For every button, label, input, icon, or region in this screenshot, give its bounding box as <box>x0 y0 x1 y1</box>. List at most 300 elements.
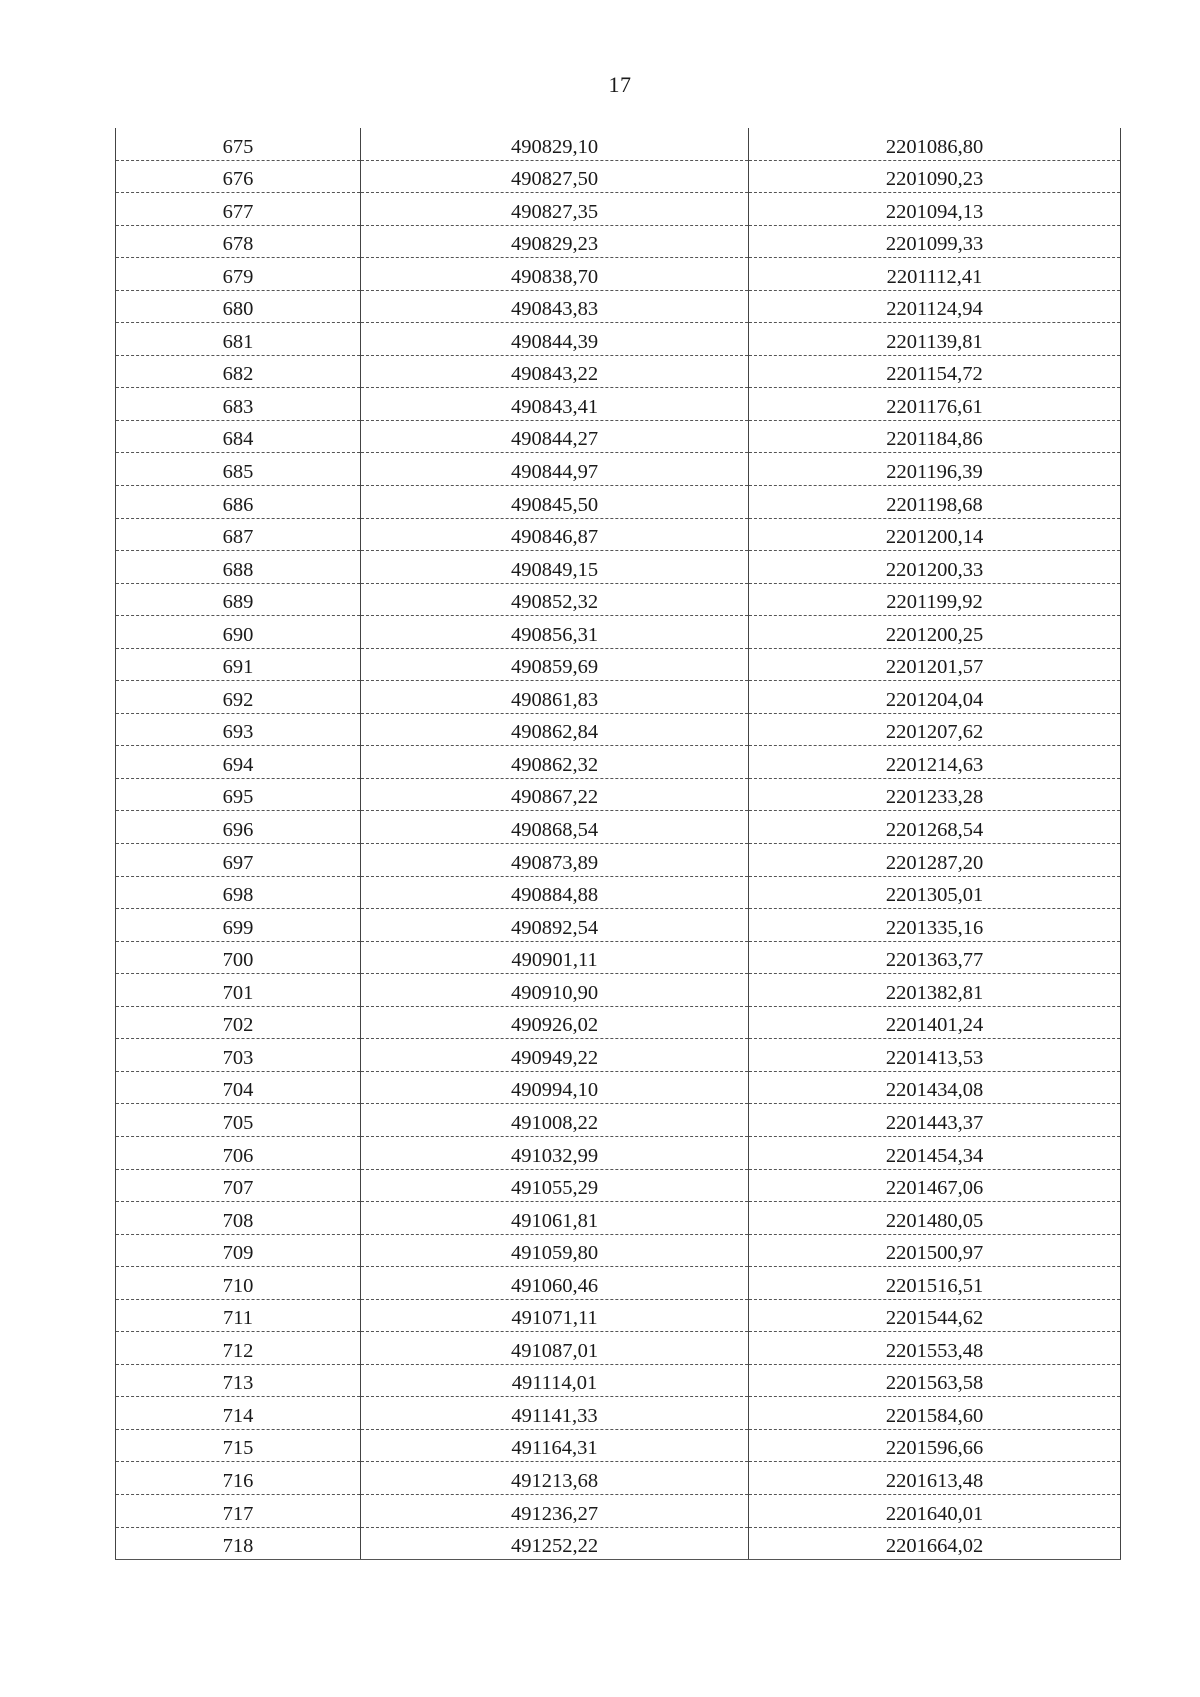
y-coordinate-cell <box>749 1071 1121 1104</box>
table-row <box>116 941 1121 974</box>
y-coordinate-cell <box>749 193 1121 226</box>
x-coordinate-cell-text: 490845,50 <box>510 493 599 516</box>
point-number-cell <box>116 193 361 226</box>
y-coordinate-cell <box>749 811 1121 844</box>
point-number-cell-text: 678 <box>222 233 254 256</box>
x-coordinate-cell-text: 490868,54 <box>510 819 599 842</box>
point-number-cell-text: 692 <box>222 688 254 711</box>
x-coordinate-cell <box>361 681 749 714</box>
y-coordinate-cell <box>749 909 1121 942</box>
x-coordinate-cell <box>361 1071 749 1104</box>
y-coordinate-cell-text: 2201563,58 <box>885 1372 984 1395</box>
x-coordinate-cell-text: 490844,97 <box>510 461 599 484</box>
point-number-cell <box>116 388 361 421</box>
x-coordinate-cell <box>361 746 749 779</box>
x-coordinate-cell-text: 490843,22 <box>510 363 599 386</box>
table-row <box>116 648 1121 681</box>
point-number-cell-text: 698 <box>222 884 254 907</box>
point-number-cell <box>116 1006 361 1039</box>
point-number-cell <box>116 778 361 811</box>
point-number-cell-text: 693 <box>222 721 254 744</box>
y-coordinate-cell <box>749 974 1121 1007</box>
y-coordinate-cell <box>749 1006 1121 1039</box>
x-coordinate-cell <box>361 355 749 388</box>
y-coordinate-cell <box>749 1136 1121 1169</box>
y-coordinate-cell-text: 2201382,81 <box>885 981 984 1004</box>
point-number-cell-text: 699 <box>222 916 254 939</box>
y-coordinate-cell <box>749 876 1121 909</box>
y-coordinate-cell <box>749 551 1121 584</box>
point-number-cell <box>116 616 361 649</box>
x-coordinate-cell <box>361 1299 749 1332</box>
y-coordinate-cell <box>749 1267 1121 1300</box>
y-coordinate-cell <box>749 258 1121 291</box>
x-coordinate-cell <box>361 648 749 681</box>
coordinates-table <box>115 128 1121 1560</box>
table-row <box>116 1071 1121 1104</box>
x-coordinate-cell-text: 490843,41 <box>510 395 599 418</box>
y-coordinate-cell <box>749 290 1121 323</box>
x-coordinate-cell-text: 490926,02 <box>510 1014 599 1037</box>
x-coordinate-cell <box>361 453 749 486</box>
x-coordinate-cell-text: 491087,01 <box>510 1339 599 1362</box>
point-number-cell-text: 691 <box>222 656 254 679</box>
point-number-cell-text: 690 <box>222 623 254 646</box>
x-coordinate-cell <box>361 974 749 1007</box>
table-row <box>116 290 1121 323</box>
y-coordinate-cell-text: 2201099,33 <box>885 233 984 256</box>
x-coordinate-cell-text: 491213,68 <box>510 1469 599 1492</box>
table-row <box>116 258 1121 291</box>
x-coordinate-cell <box>361 1169 749 1202</box>
y-coordinate-cell-text: 2201553,48 <box>885 1339 984 1362</box>
y-coordinate-cell <box>749 713 1121 746</box>
point-number-cell-text: 700 <box>222 949 254 972</box>
point-number-cell <box>116 1104 361 1137</box>
y-coordinate-cell <box>749 1527 1121 1560</box>
point-number-cell-text: 695 <box>222 786 254 809</box>
y-coordinate-cell-text: 2201516,51 <box>885 1274 984 1297</box>
y-coordinate-cell-text: 2201204,04 <box>885 688 984 711</box>
table-row <box>116 1397 1121 1430</box>
y-coordinate-cell <box>749 648 1121 681</box>
y-coordinate-cell-text: 2201233,28 <box>885 786 984 809</box>
table-row <box>116 616 1121 649</box>
y-coordinate-cell-text: 2201268,54 <box>885 819 984 842</box>
y-coordinate-cell-text: 2201200,14 <box>885 526 984 549</box>
x-coordinate-cell <box>361 225 749 258</box>
y-coordinate-cell <box>749 160 1121 193</box>
point-number-cell <box>116 1429 361 1462</box>
page-number: 17 <box>608 72 632 97</box>
x-coordinate-cell-text: 490844,39 <box>510 330 599 353</box>
y-coordinate-cell <box>749 1234 1121 1267</box>
table-row <box>116 1006 1121 1039</box>
x-coordinate-cell-text: 490884,88 <box>510 884 599 907</box>
x-coordinate-cell-text: 490838,70 <box>510 265 599 288</box>
table-row <box>116 323 1121 356</box>
y-coordinate-cell-text: 2201613,48 <box>885 1469 984 1492</box>
y-coordinate-cell-text: 2201214,63 <box>885 753 984 776</box>
table-row <box>116 1169 1121 1202</box>
x-coordinate-cell-text: 491059,80 <box>510 1242 599 1265</box>
point-number-cell-text: 704 <box>222 1079 254 1102</box>
point-number-cell-text: 703 <box>222 1046 254 1069</box>
table-row <box>116 1299 1121 1332</box>
point-number-cell <box>116 1234 361 1267</box>
y-coordinate-cell <box>749 1104 1121 1137</box>
x-coordinate-cell <box>361 193 749 226</box>
point-number-cell-text: 712 <box>222 1339 254 1362</box>
table-row <box>116 583 1121 616</box>
x-coordinate-cell-text: 490827,35 <box>510 200 599 223</box>
point-number-cell-text: 708 <box>222 1209 254 1232</box>
x-coordinate-cell-text: 490892,54 <box>510 916 599 939</box>
point-number-cell-text: 697 <box>222 851 254 874</box>
point-number-cell-text: 705 <box>222 1111 254 1134</box>
point-number-cell <box>116 1169 361 1202</box>
x-coordinate-cell-text: 491008,22 <box>510 1111 599 1134</box>
y-coordinate-cell <box>749 941 1121 974</box>
y-coordinate-cell-text: 2201184,86 <box>886 428 983 451</box>
y-coordinate-cell <box>749 681 1121 714</box>
x-coordinate-cell-text: 491252,22 <box>510 1535 599 1558</box>
point-number-cell <box>116 844 361 877</box>
point-number-cell-text: 688 <box>222 558 254 581</box>
y-coordinate-cell-text: 2201305,01 <box>885 884 984 907</box>
x-coordinate-cell <box>361 160 749 193</box>
point-number-cell <box>116 1267 361 1300</box>
point-number-cell-text: 677 <box>222 200 254 223</box>
table-row <box>116 974 1121 1007</box>
y-coordinate-cell <box>749 844 1121 877</box>
x-coordinate-cell-text: 490859,69 <box>510 656 599 679</box>
y-coordinate-cell <box>749 355 1121 388</box>
table-row <box>116 1332 1121 1365</box>
x-coordinate-cell <box>361 583 749 616</box>
table-row <box>116 1202 1121 1235</box>
point-number-cell <box>116 1332 361 1365</box>
x-coordinate-cell-text: 490910,90 <box>510 981 599 1004</box>
y-coordinate-cell-text: 2201363,77 <box>885 949 984 972</box>
y-coordinate-cell-text: 2201443,37 <box>885 1111 984 1134</box>
y-coordinate-cell-text: 2201176,61 <box>886 395 983 418</box>
x-coordinate-cell <box>361 1332 749 1365</box>
x-coordinate-cell-text: 491114,01 <box>511 1372 598 1395</box>
point-number-cell-text: 707 <box>222 1177 254 1200</box>
table-row <box>116 1462 1121 1495</box>
point-number-cell <box>116 1462 361 1495</box>
y-coordinate-cell <box>749 1202 1121 1235</box>
y-coordinate-cell <box>749 746 1121 779</box>
point-number-cell-text: 706 <box>222 1144 254 1167</box>
y-coordinate-cell <box>749 1462 1121 1495</box>
x-coordinate-cell-text: 490867,22 <box>510 786 599 809</box>
y-coordinate-cell <box>749 1169 1121 1202</box>
table-row <box>116 160 1121 193</box>
table-row <box>116 844 1121 877</box>
y-coordinate-cell-text: 2201154,72 <box>886 363 983 386</box>
x-coordinate-cell <box>361 1136 749 1169</box>
y-coordinate-cell <box>749 420 1121 453</box>
y-coordinate-cell <box>749 128 1121 160</box>
table-row <box>116 355 1121 388</box>
point-number-cell <box>116 1364 361 1397</box>
x-coordinate-cell <box>361 388 749 421</box>
point-number-cell <box>116 1494 361 1527</box>
x-coordinate-cell-text: 491060,46 <box>510 1274 599 1297</box>
x-coordinate-cell <box>361 616 749 649</box>
y-coordinate-cell-text: 2201200,25 <box>885 623 984 646</box>
point-number-cell-text: 713 <box>222 1372 254 1395</box>
point-number-cell-text: 676 <box>222 168 254 191</box>
x-coordinate-cell <box>361 1527 749 1560</box>
y-coordinate-cell <box>749 1039 1121 1072</box>
table-row <box>116 486 1121 519</box>
y-coordinate-cell-text: 2201090,23 <box>885 168 984 191</box>
y-coordinate-cell-text: 2201199,92 <box>886 591 983 614</box>
point-number-cell <box>116 583 361 616</box>
point-number-cell <box>116 258 361 291</box>
y-coordinate-cell <box>749 1397 1121 1430</box>
point-number-cell-text: 689 <box>222 591 254 614</box>
point-number-cell <box>116 713 361 746</box>
table-row <box>116 909 1121 942</box>
table-row <box>116 551 1121 584</box>
table-row <box>116 1494 1121 1527</box>
table-row <box>116 420 1121 453</box>
y-coordinate-cell-text: 2201500,97 <box>885 1242 984 1265</box>
x-coordinate-cell-text: 491061,81 <box>510 1209 599 1232</box>
point-number-cell-text: 702 <box>222 1014 254 1037</box>
point-number-cell-text: 715 <box>222 1437 254 1460</box>
x-coordinate-cell-text: 490844,27 <box>510 428 599 451</box>
table-row <box>116 193 1121 226</box>
table-row <box>116 1039 1121 1072</box>
x-coordinate-cell-text: 490849,15 <box>510 558 599 581</box>
point-number-cell <box>116 290 361 323</box>
table-row <box>116 1136 1121 1169</box>
x-coordinate-cell <box>361 909 749 942</box>
x-coordinate-cell <box>361 1234 749 1267</box>
point-number-cell <box>116 1527 361 1560</box>
point-number-cell <box>116 1299 361 1332</box>
x-coordinate-cell-text: 490901,11 <box>511 949 598 972</box>
y-coordinate-cell-text: 2201480,05 <box>885 1209 984 1232</box>
point-number-cell <box>116 1039 361 1072</box>
x-coordinate-cell-text: 490873,89 <box>510 851 599 874</box>
point-number-cell-text: 682 <box>222 363 254 386</box>
point-number-cell <box>116 355 361 388</box>
y-coordinate-cell-text: 2201454,34 <box>885 1144 984 1167</box>
table-row <box>116 778 1121 811</box>
y-coordinate-cell-text: 2201198,68 <box>886 493 983 516</box>
y-coordinate-cell-text: 2201139,81 <box>886 330 983 353</box>
y-coordinate-cell-text: 2201544,62 <box>885 1307 984 1330</box>
point-number-cell <box>116 225 361 258</box>
x-coordinate-cell <box>361 258 749 291</box>
x-coordinate-cell-text: 490861,83 <box>510 688 599 711</box>
x-coordinate-cell <box>361 1429 749 1462</box>
point-number-cell-text: 714 <box>222 1404 254 1427</box>
point-number-cell <box>116 876 361 909</box>
x-coordinate-cell-text: 490862,84 <box>510 721 599 744</box>
table-row <box>116 453 1121 486</box>
table-row <box>116 876 1121 909</box>
point-number-cell-text: 675 <box>222 135 254 158</box>
y-coordinate-cell <box>749 778 1121 811</box>
point-number-cell <box>116 128 361 160</box>
y-coordinate-cell-text: 2201196,39 <box>886 461 983 484</box>
y-coordinate-cell-text: 2201094,13 <box>885 200 984 223</box>
point-number-cell-text: 681 <box>222 330 254 353</box>
y-coordinate-cell <box>749 225 1121 258</box>
y-coordinate-cell-text: 2201664,02 <box>885 1535 984 1558</box>
y-coordinate-cell-text: 2201434,08 <box>885 1079 984 1102</box>
point-number-cell <box>116 453 361 486</box>
point-number-cell-text: 716 <box>222 1469 254 1492</box>
y-coordinate-cell <box>749 323 1121 356</box>
point-number-cell <box>116 909 361 942</box>
point-number-cell-text: 709 <box>222 1242 254 1265</box>
x-coordinate-cell <box>361 1397 749 1430</box>
x-coordinate-cell <box>361 486 749 519</box>
x-coordinate-cell-text: 490829,23 <box>510 233 599 256</box>
x-coordinate-cell <box>361 811 749 844</box>
point-number-cell <box>116 648 361 681</box>
table-row <box>116 128 1121 160</box>
y-coordinate-cell <box>749 388 1121 421</box>
point-number-cell <box>116 551 361 584</box>
x-coordinate-cell-text: 490829,10 <box>510 135 599 158</box>
y-coordinate-cell <box>749 616 1121 649</box>
x-coordinate-cell-text: 490852,32 <box>510 591 599 614</box>
point-number-cell <box>116 811 361 844</box>
point-number-cell-text: 694 <box>222 753 254 776</box>
point-number-cell <box>116 974 361 1007</box>
y-coordinate-cell-text: 2201640,01 <box>885 1502 984 1525</box>
y-coordinate-cell-text: 2201584,60 <box>885 1404 984 1427</box>
table-row <box>116 1527 1121 1560</box>
x-coordinate-cell-text: 490827,50 <box>510 168 599 191</box>
point-number-cell-text: 718 <box>222 1535 254 1558</box>
y-coordinate-cell-text: 2201112,41 <box>886 265 983 288</box>
x-coordinate-cell <box>361 518 749 551</box>
coordinates-table-body <box>116 128 1121 1560</box>
x-coordinate-cell-text: 491071,11 <box>511 1307 598 1330</box>
x-coordinate-cell-text: 490843,83 <box>510 298 599 321</box>
y-coordinate-cell <box>749 1429 1121 1462</box>
point-number-cell <box>116 681 361 714</box>
table-row <box>116 1364 1121 1397</box>
table-row <box>116 1429 1121 1462</box>
y-coordinate-cell-text: 2201207,62 <box>885 721 984 744</box>
x-coordinate-cell-text: 491164,31 <box>511 1437 598 1460</box>
point-number-cell <box>116 160 361 193</box>
point-number-cell-text: 683 <box>222 395 254 418</box>
x-coordinate-cell <box>361 1267 749 1300</box>
y-coordinate-cell <box>749 453 1121 486</box>
x-coordinate-cell <box>361 551 749 584</box>
y-coordinate-cell <box>749 1364 1121 1397</box>
x-coordinate-cell <box>361 1039 749 1072</box>
y-coordinate-cell-text: 2201335,16 <box>885 916 984 939</box>
point-number-cell <box>116 1202 361 1235</box>
point-number-cell-text: 710 <box>222 1274 254 1297</box>
point-number-cell <box>116 420 361 453</box>
point-number-cell <box>116 486 361 519</box>
table-row <box>116 225 1121 258</box>
x-coordinate-cell <box>361 876 749 909</box>
table-row <box>116 713 1121 746</box>
x-coordinate-cell-text: 490846,87 <box>510 526 599 549</box>
x-coordinate-cell <box>361 1462 749 1495</box>
y-coordinate-cell <box>749 583 1121 616</box>
x-coordinate-cell <box>361 420 749 453</box>
point-number-cell <box>116 518 361 551</box>
table-row <box>116 746 1121 779</box>
point-number-cell-text: 680 <box>222 298 254 321</box>
table-row <box>116 1267 1121 1300</box>
y-coordinate-cell-text: 2201467,06 <box>885 1177 984 1200</box>
y-coordinate-cell-text: 2201287,20 <box>885 851 984 874</box>
x-coordinate-cell <box>361 778 749 811</box>
x-coordinate-cell-text: 490994,10 <box>510 1079 599 1102</box>
x-coordinate-cell <box>361 1104 749 1137</box>
x-coordinate-cell <box>361 844 749 877</box>
x-coordinate-cell <box>361 1006 749 1039</box>
table-row <box>116 811 1121 844</box>
point-number-cell-text: 711 <box>223 1307 253 1330</box>
x-coordinate-cell <box>361 1494 749 1527</box>
point-number-cell-text: 684 <box>222 428 254 451</box>
x-coordinate-cell <box>361 941 749 974</box>
point-number-cell-text: 686 <box>222 493 254 516</box>
point-number-cell-text: 717 <box>222 1502 254 1525</box>
x-coordinate-cell-text: 490862,32 <box>510 753 599 776</box>
point-number-cell-text: 685 <box>222 461 254 484</box>
point-number-cell-text: 687 <box>222 526 254 549</box>
y-coordinate-cell-text: 2201596,66 <box>885 1437 984 1460</box>
x-coordinate-cell <box>361 713 749 746</box>
y-coordinate-cell-text: 2201201,57 <box>885 656 984 679</box>
table-row <box>116 518 1121 551</box>
y-coordinate-cell <box>749 486 1121 519</box>
y-coordinate-cell-text: 2201401,24 <box>885 1014 984 1037</box>
y-coordinate-cell <box>749 1299 1121 1332</box>
x-coordinate-cell-text: 491141,33 <box>511 1404 598 1427</box>
x-coordinate-cell-text: 490949,22 <box>510 1046 599 1069</box>
point-number-cell <box>116 746 361 779</box>
point-number-cell <box>116 1136 361 1169</box>
table-row <box>116 681 1121 714</box>
point-number-cell-text: 701 <box>222 981 254 1004</box>
point-number-cell <box>116 1397 361 1430</box>
point-number-cell <box>116 323 361 356</box>
table-row <box>116 1234 1121 1267</box>
y-coordinate-cell <box>749 518 1121 551</box>
x-coordinate-cell-text: 491055,29 <box>510 1177 599 1200</box>
y-coordinate-cell-text: 2201124,94 <box>886 298 983 321</box>
y-coordinate-cell <box>749 1494 1121 1527</box>
point-number-cell <box>116 1071 361 1104</box>
x-coordinate-cell-text: 490856,31 <box>510 623 599 646</box>
x-coordinate-cell <box>361 323 749 356</box>
point-number-cell-text: 696 <box>222 819 254 842</box>
point-number-cell-text: 679 <box>222 265 254 288</box>
y-coordinate-cell-text: 2201086,80 <box>885 135 984 158</box>
table-row <box>116 388 1121 421</box>
